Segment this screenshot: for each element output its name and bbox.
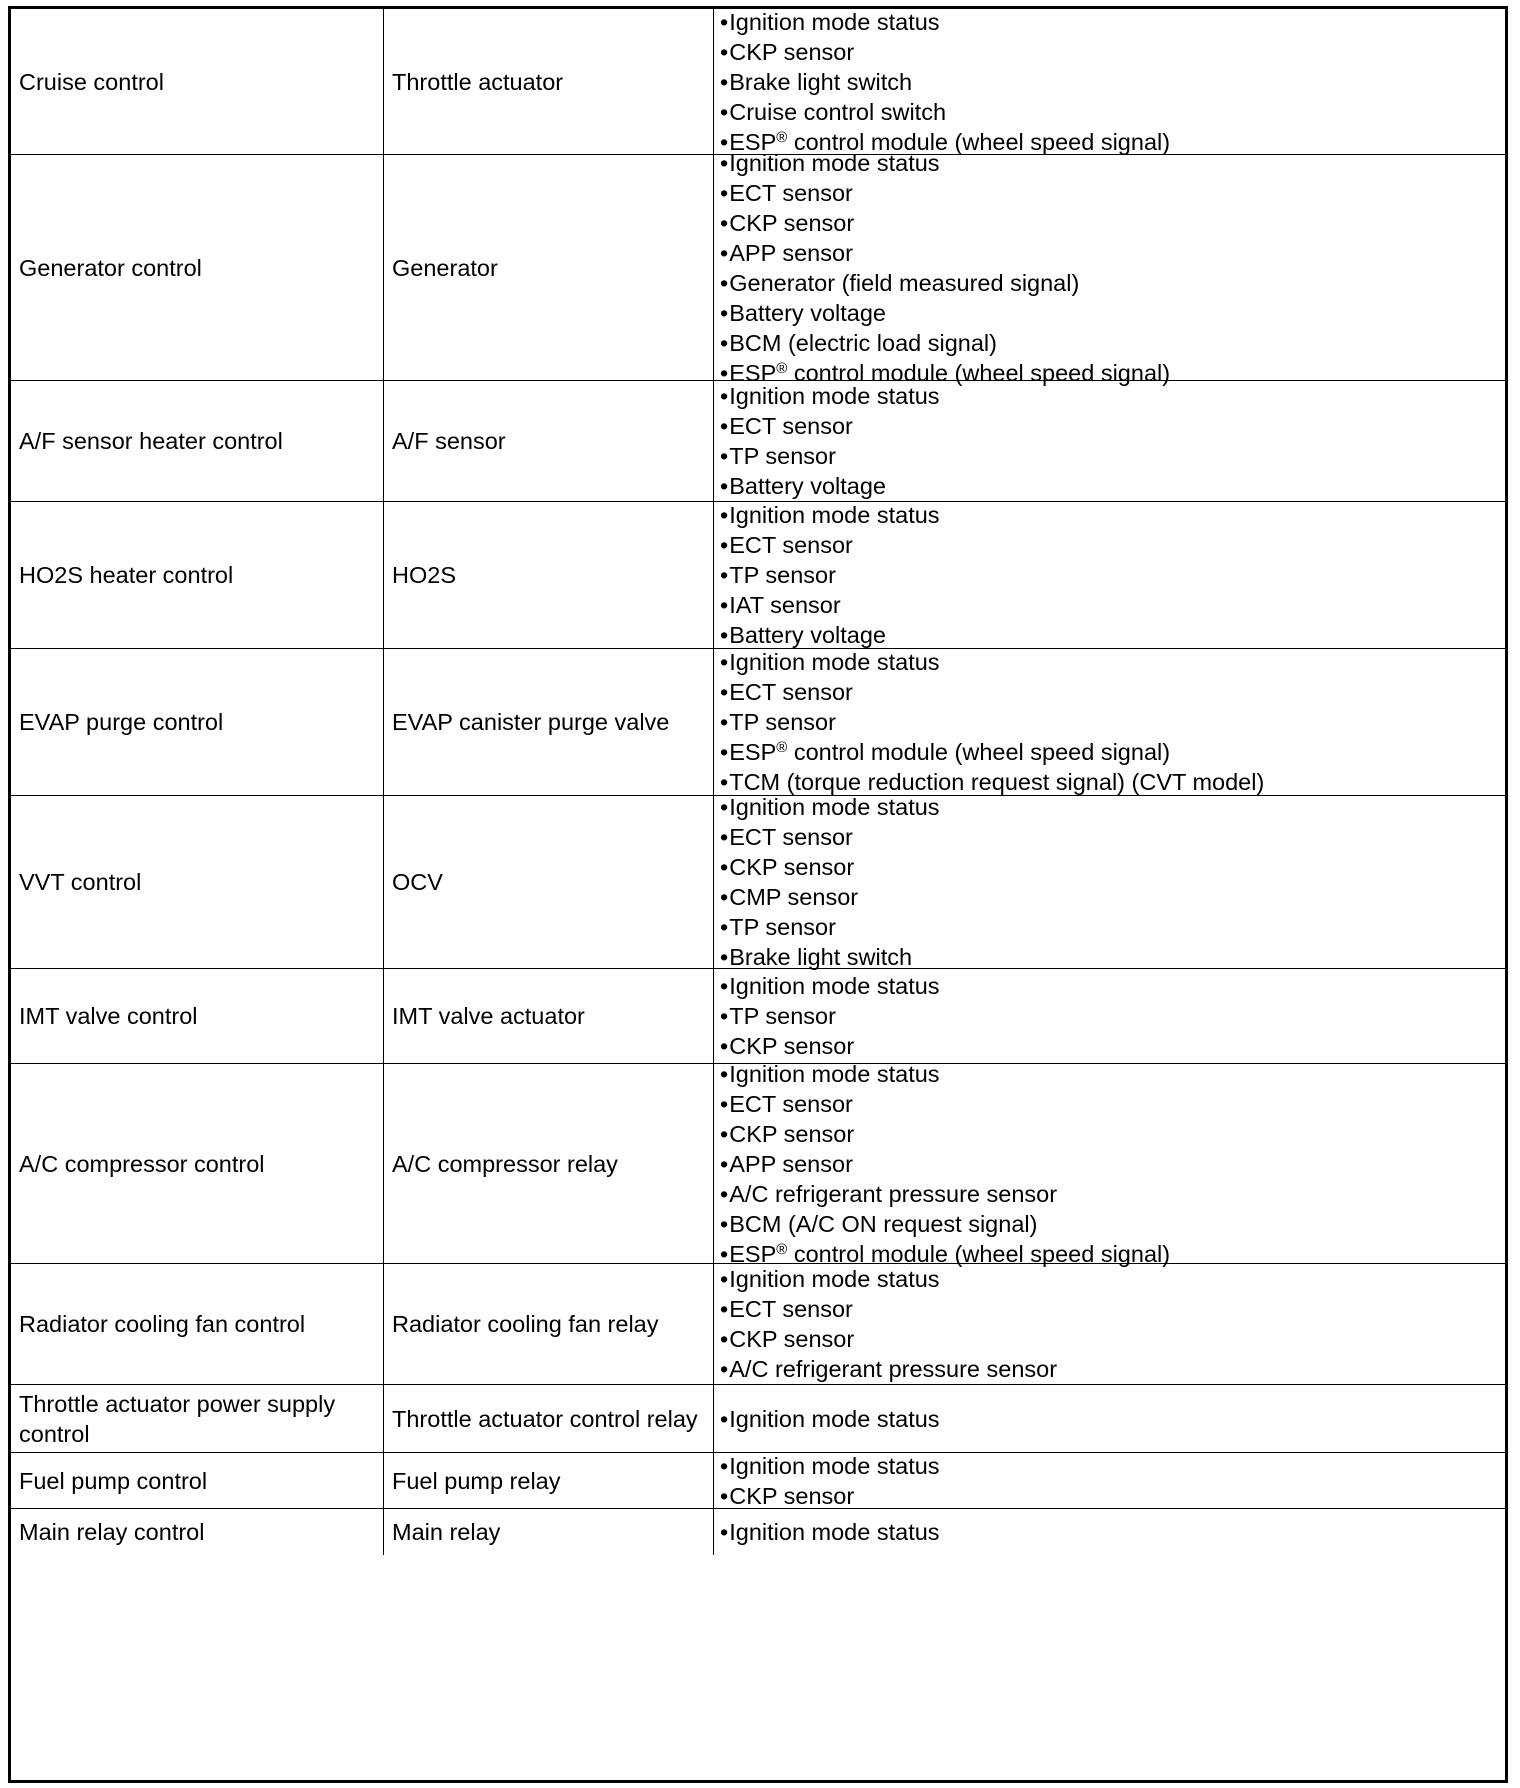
bullet-icon: • — [720, 1150, 729, 1177]
bullet-icon: • — [720, 794, 729, 820]
control-name: A/F sensor heater control — [19, 428, 283, 454]
actuator-cell — [384, 969, 714, 1063]
input-signal: •ECT sensor — [720, 1296, 853, 1322]
input-signal: •Ignition mode status — [720, 1519, 940, 1545]
input-signal: •CKP sensor — [720, 1326, 855, 1352]
actuator-cell — [384, 1509, 714, 1555]
bullet-icon: • — [720, 179, 729, 206]
bullet-icon: • — [720, 38, 729, 65]
bullet-icon: • — [720, 8, 729, 35]
bullet-icon: • — [720, 649, 729, 675]
input-signal: •ESP® control module (wheel speed signal) — [720, 128, 1171, 155]
actuator-cell — [384, 1064, 714, 1263]
table-row — [11, 1060, 1505, 1267]
bullet-icon: • — [720, 1210, 729, 1237]
bullet-icon: • — [720, 359, 729, 386]
bullet-icon: • — [720, 1452, 729, 1479]
actuator-name: Main relay — [392, 1519, 501, 1545]
bullet-icon: • — [720, 1240, 729, 1267]
input-signal: •Ignition mode status — [720, 1452, 940, 1479]
input-signal: •TP sensor — [720, 914, 836, 940]
input-signal: •ECT sensor — [720, 413, 853, 439]
bullet-icon: • — [720, 854, 729, 880]
table-row — [11, 969, 1505, 1064]
actuator-name: IMT valve actuator — [392, 1003, 585, 1029]
input-signal: •Brake light switch — [720, 68, 913, 95]
input-signal: •Ignition mode status — [720, 383, 940, 409]
actuator-name: A/C compressor relay — [392, 1150, 618, 1177]
inputs-cell — [714, 649, 1505, 795]
actuator-name: EVAP canister purge valve — [392, 709, 670, 735]
input-signal: •TP sensor — [720, 1003, 836, 1029]
control-name: IMT valve control — [19, 1003, 198, 1029]
bullet-icon: • — [720, 209, 729, 236]
control-table — [8, 6, 1508, 1783]
input-signal: •Ignition mode status — [720, 149, 940, 176]
input-signal: •A/C refrigerant pressure sensor — [720, 1180, 1058, 1207]
bullet-icon: • — [720, 1405, 729, 1432]
actuator-name: Radiator cooling fan relay — [392, 1311, 659, 1337]
input-signal: •CKP sensor — [720, 1033, 855, 1059]
input-signal: •ECT sensor — [720, 679, 853, 705]
bullet-icon: • — [720, 679, 729, 705]
control-cell — [11, 155, 384, 380]
control-cell — [11, 502, 384, 648]
bullet-icon: • — [720, 1482, 729, 1509]
input-signal: •Ignition mode status — [720, 794, 940, 820]
bullet-icon: • — [720, 1519, 729, 1545]
control-name: Radiator cooling fan control — [19, 1311, 306, 1337]
bullet-icon: • — [720, 149, 729, 176]
input-signal: •ECT sensor — [720, 824, 853, 850]
bullet-icon: • — [720, 1120, 729, 1147]
actuator-cell — [384, 649, 714, 795]
inputs-cell — [714, 149, 1505, 386]
table-row — [11, 149, 1505, 386]
input-signal: •ESP® control module (wheel speed signal) — [720, 359, 1171, 386]
control-name: A/C compressor control — [19, 1150, 265, 1177]
input-signal: •Battery voltage — [720, 473, 886, 499]
control-cell — [11, 649, 384, 795]
actuator-cell — [384, 155, 714, 380]
input-signal: •BCM (A/C ON request signal) — [720, 1210, 1038, 1237]
bullet-icon: • — [720, 473, 729, 499]
bullet-icon: • — [720, 622, 729, 648]
control-cell — [11, 9, 384, 154]
input-signal: •BCM (electric load signal) — [720, 329, 997, 356]
actuator-name: Throttle actuator control relay — [392, 1405, 698, 1432]
control-name: VVT control — [19, 869, 142, 895]
input-signal: •CKP sensor — [720, 38, 855, 65]
bullet-icon: • — [720, 413, 729, 439]
inputs-cell — [714, 381, 1505, 501]
control-cell — [11, 1064, 384, 1263]
input-signal: •Generator (field measured signal) — [720, 269, 1080, 296]
input-signal: •APP sensor — [720, 239, 853, 266]
bullet-icon: • — [720, 1033, 729, 1059]
input-signal: •TCM (torque reduction request signal) (CVT model) — [720, 769, 1265, 795]
bullet-icon: • — [720, 884, 729, 910]
bullet-icon: • — [720, 98, 729, 125]
table-row — [11, 381, 1505, 502]
bullet-icon: • — [720, 1296, 729, 1322]
input-signal: •Cruise control switch — [720, 98, 947, 125]
input-signal: •Ignition mode status — [720, 502, 940, 528]
bullet-icon: • — [720, 824, 729, 850]
control-cell — [11, 1453, 384, 1508]
control-name: Throttle actuator power supply control — [19, 1390, 336, 1447]
bullet-icon: • — [720, 709, 729, 735]
input-signal: •Ignition mode status — [720, 649, 940, 675]
bullet-icon: • — [720, 1266, 729, 1292]
control-name: Main relay control — [19, 1519, 205, 1545]
control-name: Cruise control — [19, 68, 164, 95]
input-signal: •Battery voltage — [720, 299, 886, 326]
inputs-cell — [714, 969, 1505, 1063]
actuator-cell — [384, 502, 714, 648]
inputs-cell — [714, 1509, 1505, 1555]
control-cell — [11, 1385, 384, 1452]
input-signal: •CMP sensor — [720, 884, 859, 910]
input-signal: •CKP sensor — [720, 854, 855, 880]
input-signal: •ECT sensor — [720, 532, 853, 558]
bullet-icon: • — [720, 1356, 729, 1382]
bullet-icon: • — [720, 239, 729, 266]
actuator-cell — [384, 9, 714, 154]
control-cell — [11, 1264, 384, 1384]
bullet-icon: • — [720, 739, 729, 765]
bullet-icon: • — [720, 502, 729, 528]
actuator-cell — [384, 1453, 714, 1508]
bullet-icon: • — [720, 299, 729, 326]
inputs-cell — [714, 796, 1505, 968]
bullet-icon: • — [720, 1180, 729, 1207]
input-signal: •CKP sensor — [720, 1120, 855, 1147]
bullet-icon: • — [720, 1326, 729, 1352]
input-signal: •Ignition mode status — [720, 1060, 940, 1087]
inputs-cell — [714, 1453, 1505, 1508]
bullet-icon: • — [720, 1003, 729, 1029]
bullet-icon: • — [720, 592, 729, 618]
table-row — [11, 1509, 1505, 1555]
table-row — [11, 1264, 1505, 1385]
input-signal: •TP sensor — [720, 709, 836, 735]
bullet-icon: • — [720, 269, 729, 296]
bullet-icon: • — [720, 1060, 729, 1087]
inputs-cell — [714, 502, 1505, 648]
input-signal: •A/C refrigerant pressure sensor — [720, 1356, 1058, 1382]
control-name: Fuel pump control — [19, 1467, 208, 1494]
input-signal: •IAT sensor — [720, 592, 841, 618]
input-signal: •ECT sensor — [720, 179, 853, 206]
bullet-icon: • — [720, 443, 729, 469]
actuator-name: Throttle actuator — [392, 68, 564, 95]
bullet-icon: • — [720, 562, 729, 588]
bullet-icon: • — [720, 128, 729, 155]
table-row — [11, 9, 1505, 155]
input-signal: •Ignition mode status — [720, 8, 940, 35]
table-row — [11, 796, 1505, 969]
input-signal: •TP sensor — [720, 443, 836, 469]
table-row — [11, 649, 1505, 796]
input-signal: •ESP® control module (wheel speed signal) — [720, 1240, 1171, 1267]
table-row — [11, 1385, 1505, 1453]
control-cell — [11, 969, 384, 1063]
input-signal: •ECT sensor — [720, 1090, 853, 1117]
input-signal: •Ignition mode status — [720, 1405, 940, 1432]
bullet-icon: • — [720, 68, 729, 95]
actuator-cell — [384, 381, 714, 501]
actuator-name: HO2S — [392, 562, 456, 588]
control-cell — [11, 1509, 384, 1555]
bullet-icon: • — [720, 383, 729, 409]
bullet-icon: • — [720, 1090, 729, 1117]
actuator-name: OCV — [392, 869, 443, 895]
input-signal: •Brake light switch — [720, 944, 913, 970]
control-name: Generator control — [19, 254, 202, 281]
control-cell — [11, 796, 384, 968]
input-signal: •Ignition mode status — [720, 973, 940, 999]
actuator-cell — [384, 1264, 714, 1384]
bullet-icon: • — [720, 329, 729, 356]
input-signal: •TP sensor — [720, 562, 836, 588]
bullet-icon: • — [720, 532, 729, 558]
input-signal: •Battery voltage — [720, 622, 886, 648]
input-signal: •CKP sensor — [720, 209, 855, 236]
input-signal: •Ignition mode status — [720, 1266, 940, 1292]
inputs-cell — [714, 1060, 1505, 1267]
actuator-name: Fuel pump relay — [392, 1467, 561, 1494]
inputs-cell — [714, 9, 1505, 154]
control-name: HO2S heater control — [19, 562, 234, 588]
actuator-name: Generator — [392, 254, 498, 281]
input-signal: •APP sensor — [720, 1150, 853, 1177]
input-signal: •ESP® control module (wheel speed signal) — [720, 739, 1171, 765]
control-cell — [11, 381, 384, 501]
inputs-cell — [714, 1385, 1505, 1452]
bullet-icon: • — [720, 944, 729, 970]
table-row — [11, 502, 1505, 649]
bullet-icon: • — [720, 973, 729, 999]
bullet-icon: • — [720, 914, 729, 940]
actuator-cell — [384, 1385, 714, 1452]
bullet-icon: • — [720, 769, 729, 795]
inputs-cell — [714, 1264, 1505, 1384]
control-name: EVAP purge control — [19, 709, 224, 735]
actuator-cell — [384, 796, 714, 968]
input-signal: •CKP sensor — [720, 1482, 855, 1509]
actuator-name: A/F sensor — [392, 428, 506, 454]
table-row — [11, 1453, 1505, 1509]
